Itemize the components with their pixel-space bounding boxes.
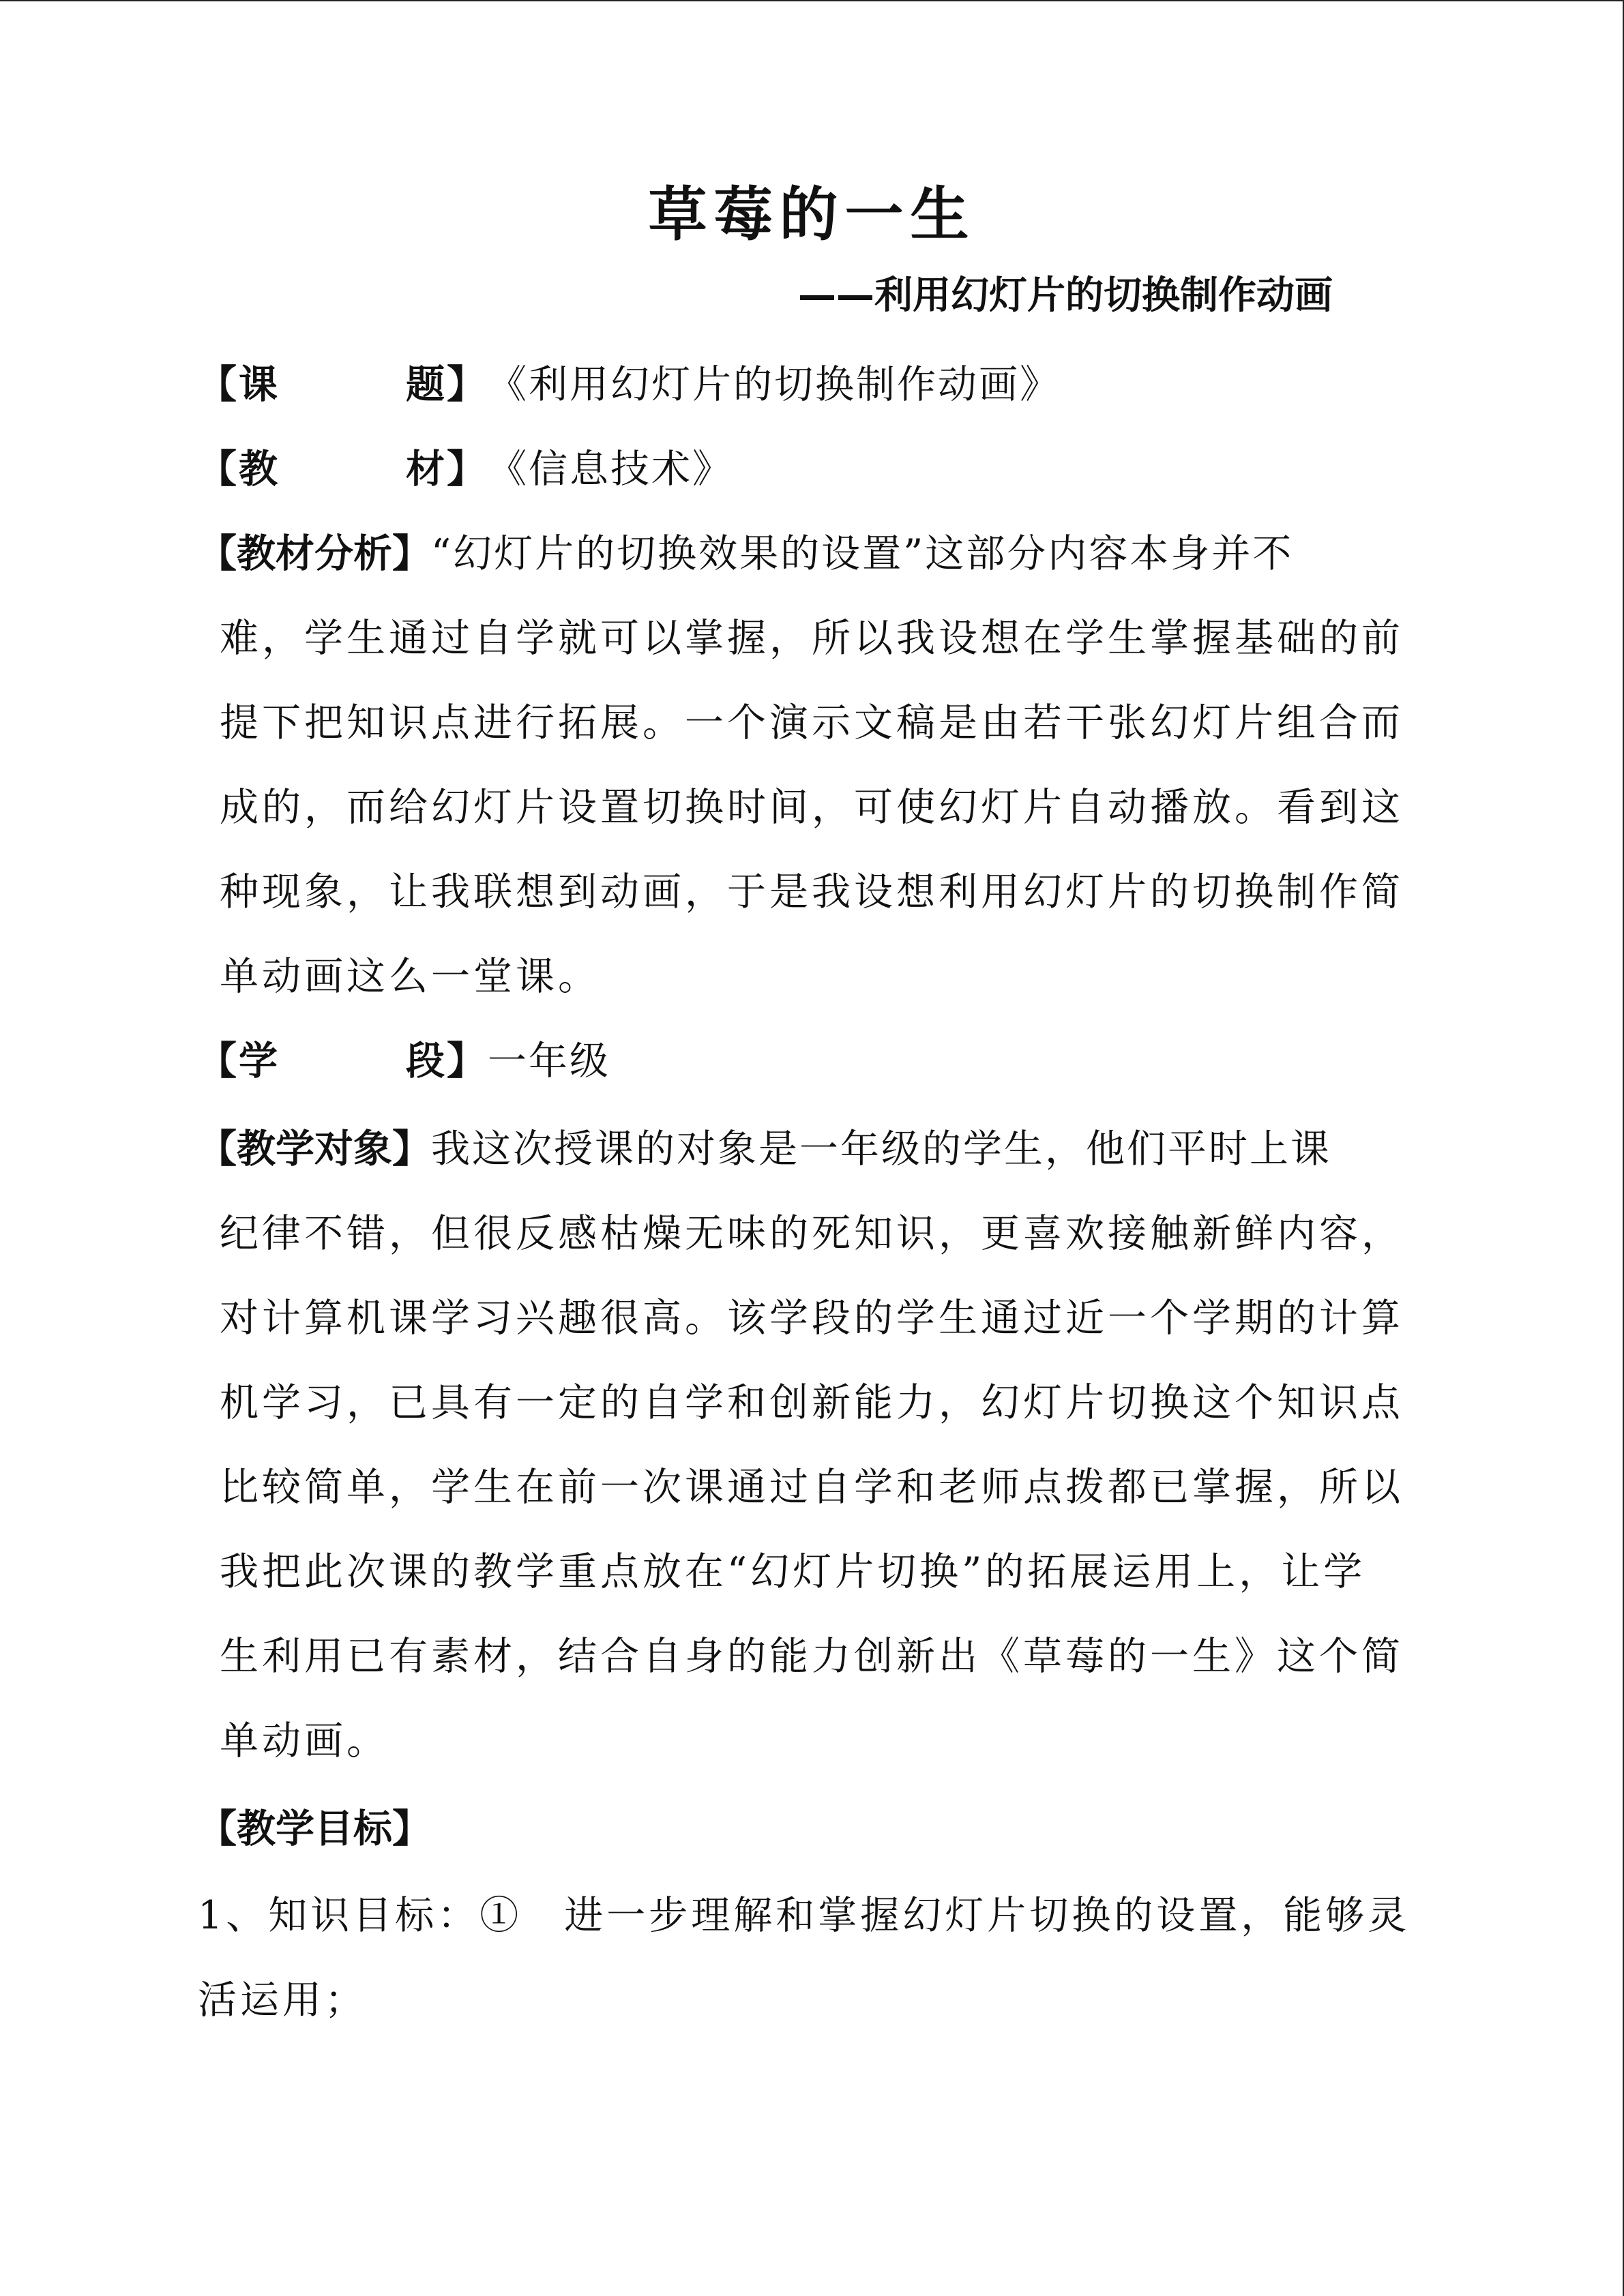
audience-line: 我这次授课的对象是一年级的学生，他们平时上课: [431, 1127, 1331, 1172]
textbook-value: 《信息技术》: [488, 447, 733, 492]
analysis-label: 【教材分析】: [198, 531, 431, 576]
topic-label: 【课 题】: [198, 362, 488, 407]
audience-row: [198, 1122, 1331, 1176]
grade-value: 一年级: [488, 1039, 610, 1084]
objective-item-1-cont: 活运用；: [198, 1978, 367, 2023]
audience-line: 我把此次课的教学重点放在“幻灯片切换”的拓展运用上，让学: [220, 1549, 1366, 1594]
audience-line: 纪律不错，但很反感枯燥无味的死知识，更喜欢接触新鲜内容，: [220, 1211, 1404, 1256]
document-title: 草莓的一生: [648, 181, 976, 249]
audience-line: 生利用已有素材，结合自身的能力创新出《草莓的一生》这个简: [220, 1634, 1404, 1679]
textbook-row: [198, 442, 733, 496]
analysis-line: “幻灯片的切换效果的设置”这部分内容本身并不: [431, 531, 1294, 576]
analysis-line: 成的，而给幻灯片设置切换时间，可使幻灯片自动播放。看到这: [220, 785, 1404, 830]
objectives-label: 【教学目标】: [198, 1806, 431, 1851]
objective-item-1: 1、知识目标：① 进一步理解和掌握幻灯片切换的设置，能够灵: [198, 1893, 1411, 1938]
analysis-line: 单动画这么一堂课。: [220, 954, 600, 999]
topic-value: 《利用幻灯片的切换制作动画》: [488, 362, 1061, 407]
textbook-label: 【教 材】: [198, 447, 488, 492]
analysis-line: 提下把知识点进行拓展。一个演示文稿是由若干张幻灯片组合而: [220, 700, 1404, 745]
audience-line: 对计算机课学习兴趣很高。该学段的学生通过近一个学期的计算: [220, 1296, 1404, 1341]
analysis-row: [198, 526, 1293, 581]
audience-line: 单动画。: [220, 1718, 389, 1763]
analysis-line: 种现象，让我联想到动画，于是我设想利用幻灯片的切换制作简: [220, 869, 1404, 914]
document-subtitle: ——利用幻灯片的切换制作动画: [798, 273, 1333, 318]
analysis-line: 难，学生通过自学就可以掌握，所以我设想在学生掌握基础的前: [220, 616, 1404, 661]
audience-line: 比较简单，学生在前一次课通过自学和老师点拨都已掌握，所以: [220, 1465, 1404, 1510]
grade-label: 【学 段】: [198, 1039, 488, 1084]
topic-row: [198, 357, 1061, 412]
audience-line: 机学习，已具有一定的自学和创新能力，幻灯片切换这个知识点: [220, 1380, 1404, 1425]
grade-row: [198, 1034, 610, 1088]
audience-label: 【教学对象】: [198, 1127, 431, 1172]
